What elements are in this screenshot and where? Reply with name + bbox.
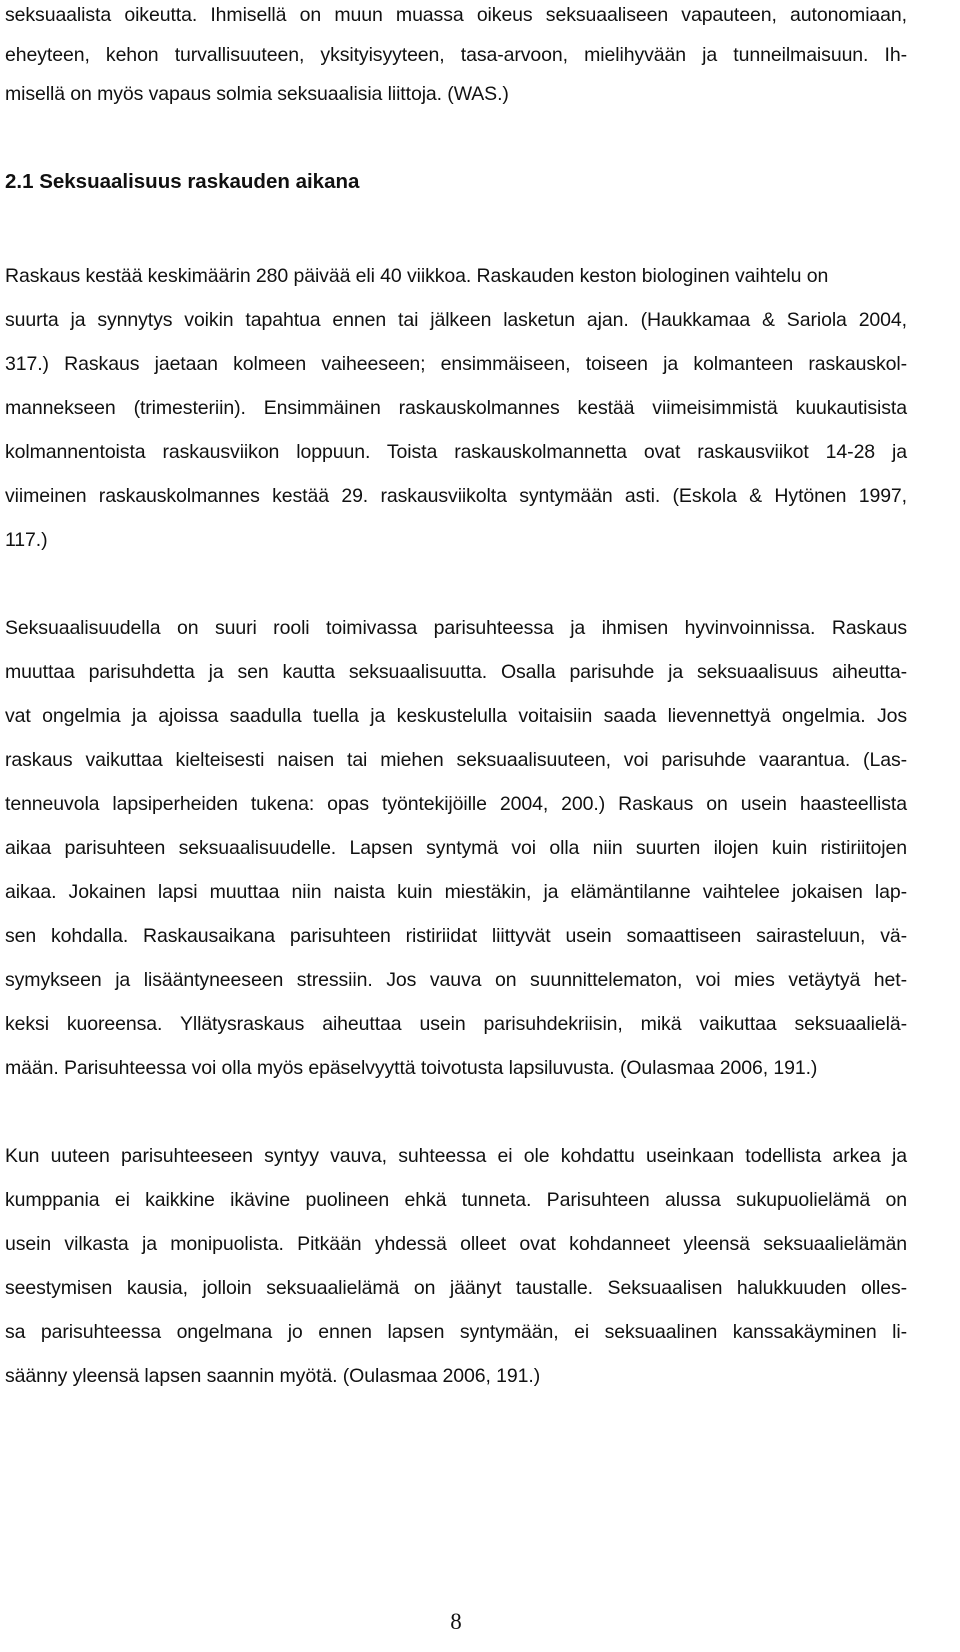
paragraph-3-line-4: seestymisen kausia, jolloin seksuaalielämä on jäänyt taustalle. Seksuaalisen halukkuuden olles-: [5, 1277, 907, 1299]
paragraph-2-line-7: aikaa. Jokainen lapsi muuttaa niin naista kuin miestäkin, ja elämäntilanne vaihtelee jokaisen lap-: [5, 881, 907, 903]
paragraph-2-line-3: vat ongelmia ja ajoissa saadulla tuella ja keskustelulla voitaisiin saada lievennettyä ongelmia. Jos: [5, 705, 907, 727]
paragraph-2-line-2: muuttaa parisuhdetta ja sen kautta seksuaalisuutta. Osalla parisuhde ja seksuaalisuus aiheutta-: [5, 661, 907, 683]
paragraph-2-line-4: raskaus vaikuttaa kielteisesti naisen tai miehen seksuaalisuuteen, voi parisuhde vaarantua. (Las-: [5, 749, 907, 771]
section-heading: 2.1 Seksuaalisuus raskauden aikana: [5, 170, 360, 193]
paragraph-2-line-10: keksi kuoreensa. Yllätysraskaus aiheuttaa usein parisuhdekriisin, mikä vaikuttaa seksuaalielä-: [5, 1013, 907, 1035]
paragraph-1-line-7: 117.): [5, 529, 48, 551]
paragraph-3-line-2: kumppania ei kaikkine ikävine puolineen ehkä tunneta. Parisuhteen alussa sukupuolielämä on: [5, 1189, 907, 1211]
intro-line-3: misellä on myös vapaus solmia seksuaalisia liittoja. (WAS.): [5, 83, 509, 105]
paragraph-3-line-3: usein vilkasta ja monipuolista. Pitkään yhdessä olleet ovat kohdanneet yleensä seksuaalielämän: [5, 1233, 907, 1255]
paragraph-2-line-6: aikaa parisuhteen seksuaalisuudelle. Lapsen syntymä voi olla niin suurten ilojen kuin ristiriitojen: [5, 837, 907, 859]
paragraph-1-line-5: kolmannentoista raskausviikon loppuun. Toista raskauskolmannetta ovat raskausviikot 14-28 ja: [5, 441, 907, 463]
intro-line-1: seksuaalista oikeutta. Ihmisellä on muun muassa oikeus seksuaaliseen vapauteen, autonomiaan,: [5, 4, 907, 26]
paragraph-2-line-1: Seksuaalisuudella on suuri rooli toimivassa parisuhteessa ja ihmisen hyvinvoinnissa. Raskaus: [5, 617, 907, 639]
paragraph-1-line-2: suurta ja synnytys voikin tapahtua ennen tai jälkeen lasketun ajan. (Haukkamaa & Sariola 2004,: [5, 309, 907, 331]
paragraph-1-line-4: mannekseen (trimesteriin). Ensimmäinen raskauskolmannes kestää viimeisimmistä kuukautisista: [5, 397, 907, 419]
paragraph-1-line-6: viimeinen raskauskolmannes kestää 29. raskausviikolta syntymään asti. (Eskola & Hytönen 1997,: [5, 485, 907, 507]
paragraph-3-line-5: sa parisuhteessa ongelmana jo ennen lapsen syntymään, ei seksuaalinen kanssakäyminen li-: [5, 1321, 907, 1343]
intro-line-2: eheyteen, kehon turvallisuuteen, yksityisyyteen, tasa-arvoon, mielihyvään ja tunneilmaisuun. Ih-: [5, 44, 907, 66]
paragraph-1-line-1: Raskaus kestää keskimäärin 280 päivää eli 40 viikkoa. Raskauden keston biologinen vaihtelu on: [5, 265, 829, 287]
paragraph-2-line-11: mään. Parisuhteessa voi olla myös epäselvyyttä toivotusta lapsiluvusta. (Oulasmaa 2006, 191.): [5, 1057, 818, 1079]
page-number: 8: [450, 1609, 462, 1634]
paragraph-1-line-3: 317.) Raskaus jaetaan kolmeen vaiheeseen; ensimmäiseen, toiseen ja kolmanteen raskauskol-: [5, 353, 907, 375]
paragraph-2-line-5: tenneuvola lapsiperheiden tukena: opas työntekijöille 2004, 200.) Raskaus on usein haasteellista: [5, 793, 907, 815]
paragraph-3-line-1: Kun uuteen parisuhteeseen syntyy vauva, suhteessa ei ole kohdattu useinkaan todellista arkea ja: [5, 1145, 907, 1167]
paragraph-2-line-8: sen kohdalla. Raskausaikana parisuhteen ristiriidat liittyvät usein somaattiseen sairasteluun, vä-: [5, 925, 907, 947]
paragraph-2-line-9: symykseen ja lisääntyneeseen stressiin. Jos vauva on suunnittelematon, voi mies vetäytyä het-: [5, 969, 907, 991]
paragraph-3-line-6: säänny yleensä lapsen saannin myötä. (Oulasmaa 2006, 191.): [5, 1365, 541, 1387]
